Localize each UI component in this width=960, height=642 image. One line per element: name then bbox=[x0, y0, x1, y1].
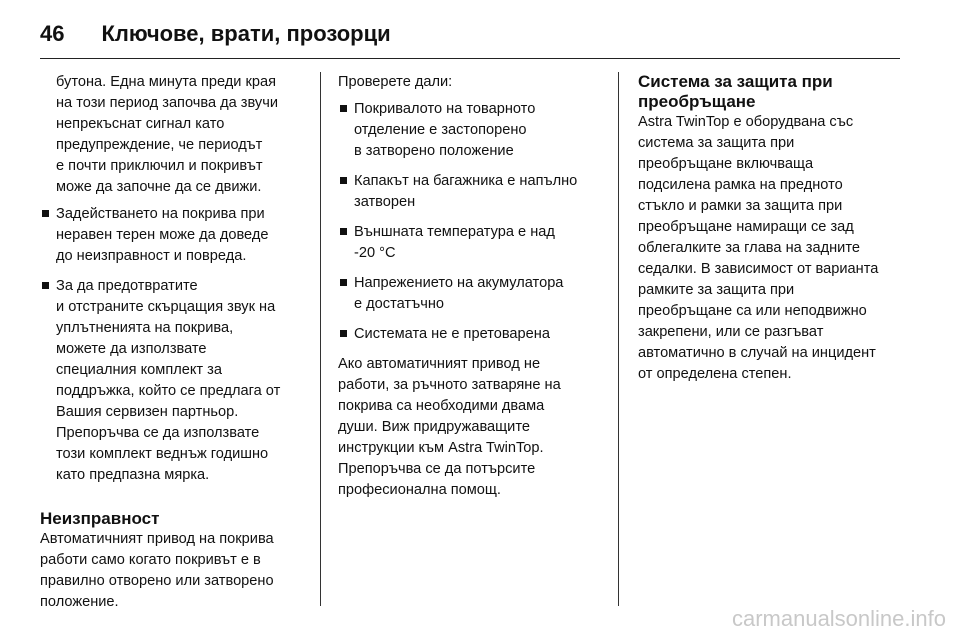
text-line: облегалките за глава на задните bbox=[638, 240, 860, 256]
title-line: преобръщане bbox=[638, 92, 756, 111]
text-line: работи само когато покривът е в bbox=[40, 552, 261, 568]
text-line: предупреждение, че периодът bbox=[56, 137, 263, 153]
text-line: души. Виж придружаващите bbox=[338, 419, 530, 435]
text-line: на този период започва да звучи bbox=[56, 95, 278, 111]
text-line: отделение е застопорено bbox=[354, 122, 527, 138]
text-line: -20 °C bbox=[354, 245, 396, 261]
text-line: рамките за защита при bbox=[638, 282, 795, 298]
list-item bbox=[338, 222, 604, 264]
list-item bbox=[338, 99, 604, 162]
col2-paragraph bbox=[338, 354, 604, 501]
list-item bbox=[40, 276, 306, 486]
text-line: система за защита при bbox=[638, 135, 795, 151]
chapter-title: Ключове, врати, прозорци bbox=[101, 21, 391, 46]
text-line: като предпазна мярка. bbox=[56, 467, 210, 483]
text-line: правилно отворено или затворено bbox=[40, 573, 274, 589]
page-header bbox=[40, 14, 920, 54]
text-line: Автоматичният привод на покрива bbox=[40, 531, 274, 547]
list-item bbox=[338, 171, 604, 213]
text-line: уплътненията на покрива, bbox=[56, 320, 234, 336]
text-line: инструкции към Astra TwinTop. bbox=[338, 440, 544, 456]
text-line: преобръщане намиращи се зад bbox=[638, 219, 854, 235]
section-title-rollover bbox=[638, 72, 908, 112]
text-line: Astra TwinTop е оборудвана със bbox=[638, 114, 854, 130]
text-line: работи, за ръчното затваряне на bbox=[338, 377, 561, 393]
text-line: Вашия сервизен партньор. bbox=[56, 404, 239, 420]
text-line: затворен bbox=[354, 194, 416, 210]
col1-intro bbox=[40, 72, 306, 198]
text-line: специалния комплект за bbox=[56, 362, 222, 378]
section-title-malfunction: Неизправност bbox=[40, 509, 160, 528]
column-divider-2 bbox=[618, 72, 619, 606]
text-line: седалки. В зависимост от варианта bbox=[638, 261, 879, 277]
text-line: Ако автоматичният привод не bbox=[338, 356, 541, 372]
text-line: покрива са необходими двама bbox=[338, 398, 545, 414]
text-line: от определена степен. bbox=[638, 366, 792, 382]
column-2 bbox=[338, 72, 604, 501]
text-line: непрекъснат сигнал като bbox=[56, 116, 225, 132]
text-line: е достатъчно bbox=[354, 296, 444, 312]
text-line: Външната температура е над bbox=[354, 224, 555, 240]
title-line: Система за защита при bbox=[638, 72, 833, 91]
text-line: Напрежението на акумулатора bbox=[354, 275, 564, 291]
column-3 bbox=[638, 72, 908, 385]
text-line: този комплект веднъж годишно bbox=[56, 446, 269, 462]
page-number: 46 bbox=[40, 21, 65, 46]
text-line: Системата не е претоварена bbox=[354, 326, 550, 342]
text-line: За да предотвратите bbox=[56, 278, 198, 294]
text-line: в затворено положение bbox=[354, 143, 514, 159]
text-line: преобръщане включваща bbox=[638, 156, 814, 172]
text-line: Покривалото на товарното bbox=[354, 101, 536, 117]
text-line: подсилена рамка на предното bbox=[638, 177, 843, 193]
text-line: бутона. Една минута преди края bbox=[56, 74, 277, 90]
list-item bbox=[338, 324, 604, 345]
watermark: carmanualsonline.info bbox=[731, 606, 946, 631]
col3-paragraph bbox=[638, 112, 908, 385]
column-divider-1 bbox=[320, 72, 321, 606]
text-line: Препоръчва се да използвате bbox=[56, 425, 260, 441]
text-line: можете да използвате bbox=[56, 341, 207, 357]
col1-bullets bbox=[40, 204, 306, 486]
text-line: неравен терен може да доведе bbox=[56, 227, 269, 243]
text-line: Задействането на покрива при bbox=[56, 206, 265, 222]
text-line: до неизправност и повреда. bbox=[56, 248, 247, 264]
col2-intro: Проверете дали: bbox=[338, 74, 453, 90]
text-line: е почти приключил и покривът bbox=[56, 158, 263, 174]
text-line: стъкло и рамки за защита при bbox=[638, 198, 843, 214]
column-1 bbox=[40, 72, 306, 613]
list-item bbox=[40, 204, 306, 267]
col1-section-text bbox=[40, 529, 306, 613]
text-line: и отстраните скърцащия звук на bbox=[56, 299, 276, 315]
list-item bbox=[338, 273, 604, 315]
text-line: професионална помощ. bbox=[338, 482, 501, 498]
col2-bullets bbox=[338, 99, 604, 345]
text-line: поддръжка, който се предлага от bbox=[56, 383, 281, 399]
text-line: закрепени, или се разгъват bbox=[638, 324, 824, 340]
text-line: положение. bbox=[40, 594, 119, 610]
text-line: Капакът на багажника е напълно bbox=[354, 173, 578, 189]
text-line: може да започне да се движи. bbox=[56, 179, 262, 195]
text-line: преобръщане са или неподвижно bbox=[638, 303, 867, 319]
text-line: автоматично в случай на инцидент bbox=[638, 345, 876, 361]
text-line: Препоръчва се да потърсите bbox=[338, 461, 536, 477]
header-rule bbox=[40, 58, 900, 59]
